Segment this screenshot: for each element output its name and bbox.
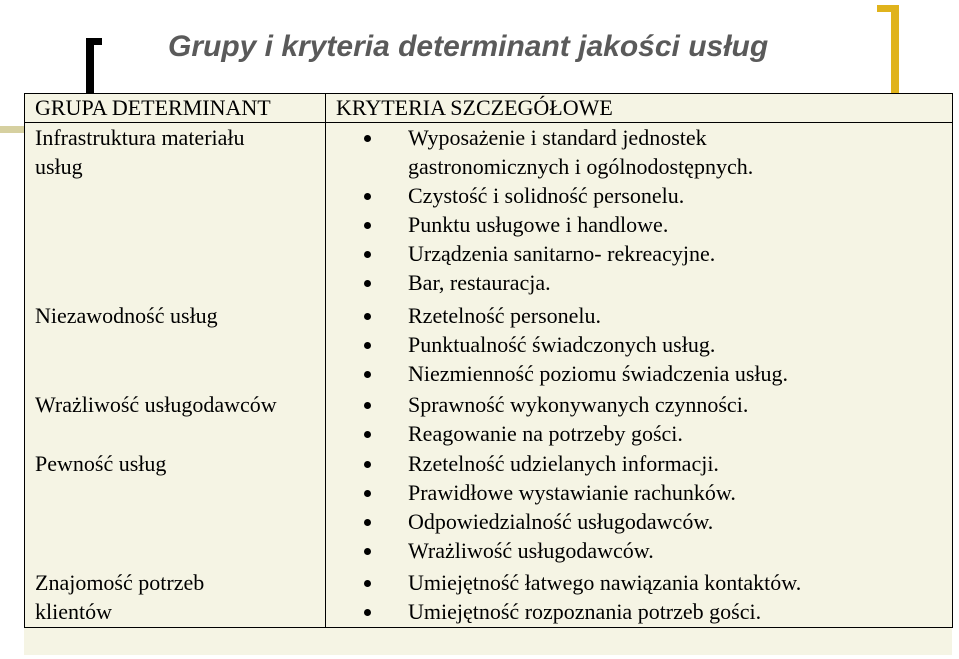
list-item: Niezmienność poziomu świadczenia usług. xyxy=(326,359,952,388)
list-item: Reagowanie na potrzeby gości. xyxy=(326,419,952,448)
list-item: Umiejętność łatwego nawiązania kontaktów. xyxy=(326,568,952,597)
bullet-icon xyxy=(364,519,371,526)
list-item: Wrażliwość usługodawców. xyxy=(326,536,952,565)
list-item: Prawidłowe wystawianie rachunków. xyxy=(326,478,952,507)
header-criteria: KRYTERIA SZCZEGÓŁOWE xyxy=(326,94,953,123)
bullet-icon xyxy=(364,251,371,258)
bullet-icon xyxy=(364,490,371,497)
group-label-line1: Niezawodność usług xyxy=(35,302,218,328)
group-label-line2: klientów xyxy=(35,598,112,624)
bullet-icon xyxy=(364,461,371,468)
bullet-icon xyxy=(364,222,371,229)
list-item: Wyposażenie i standard jednostek gastronomicznych i ogólnodostępnych. xyxy=(326,123,952,181)
group-cell xyxy=(25,568,326,628)
header-group: GRUPA DETERMINANT xyxy=(25,94,326,123)
slide-title: Grupy i kryteria determinant jakości usług xyxy=(168,30,769,63)
bullet-icon xyxy=(364,280,371,287)
group-cell xyxy=(25,123,326,301)
table-row xyxy=(25,301,953,390)
bullet-icon xyxy=(364,135,371,142)
group-label-line1: Wrażliwość usługodawców xyxy=(35,391,277,417)
criteria-cell xyxy=(326,568,953,628)
bullet-icon xyxy=(364,402,371,409)
list-item: Czystość i solidność personelu. xyxy=(326,181,952,210)
list-item: Sprawność wykonywanych czynności. xyxy=(326,390,952,419)
list-item: Rzetelność udzielanych informacji. xyxy=(326,449,952,478)
table-row xyxy=(25,123,953,301)
right-bracket-decoration xyxy=(877,5,899,95)
group-label-line1: Pewność usług xyxy=(35,451,167,477)
criteria-cell xyxy=(326,449,953,568)
bullet-icon xyxy=(364,609,371,616)
group-label-line1: Znajomość potrzeb xyxy=(35,569,205,595)
bullet-icon xyxy=(364,342,371,349)
group-cell xyxy=(25,390,326,449)
bullet-icon xyxy=(364,580,371,587)
left-bracket-decoration xyxy=(86,38,102,96)
list-item: Punktualność świadczonych usług. xyxy=(326,330,952,359)
group-cell xyxy=(25,301,326,390)
criteria-table xyxy=(24,93,953,628)
list-item: Urządzenia sanitarno- rekreacyjne. xyxy=(326,239,952,268)
criteria-cell xyxy=(326,301,953,390)
list-item: Odpowiedzialność usługodawców. xyxy=(326,507,952,536)
criteria-cell xyxy=(326,123,953,301)
bullet-icon xyxy=(364,193,371,200)
group-cell xyxy=(25,449,326,568)
accent-bar xyxy=(0,126,24,133)
table-header-row xyxy=(25,94,953,123)
criteria-cell xyxy=(326,390,953,449)
table-row xyxy=(25,449,953,568)
bullet-icon xyxy=(364,431,371,438)
table-row xyxy=(25,568,953,628)
list-item: Umiejętność rozpoznania potrzeb gości. xyxy=(326,597,952,626)
table-row xyxy=(25,390,953,449)
bullet-icon xyxy=(364,313,371,320)
bullet-icon xyxy=(364,371,371,378)
group-label-line1: Infrastruktura materiału xyxy=(35,125,245,150)
list-item: Punktu usługowe i handlowe. xyxy=(326,210,952,239)
list-item: Bar, restauracja. xyxy=(326,268,952,297)
bullet-icon xyxy=(364,548,371,555)
list-item: Rzetelność personelu. xyxy=(326,301,952,330)
group-label-line2: usług xyxy=(35,154,83,179)
